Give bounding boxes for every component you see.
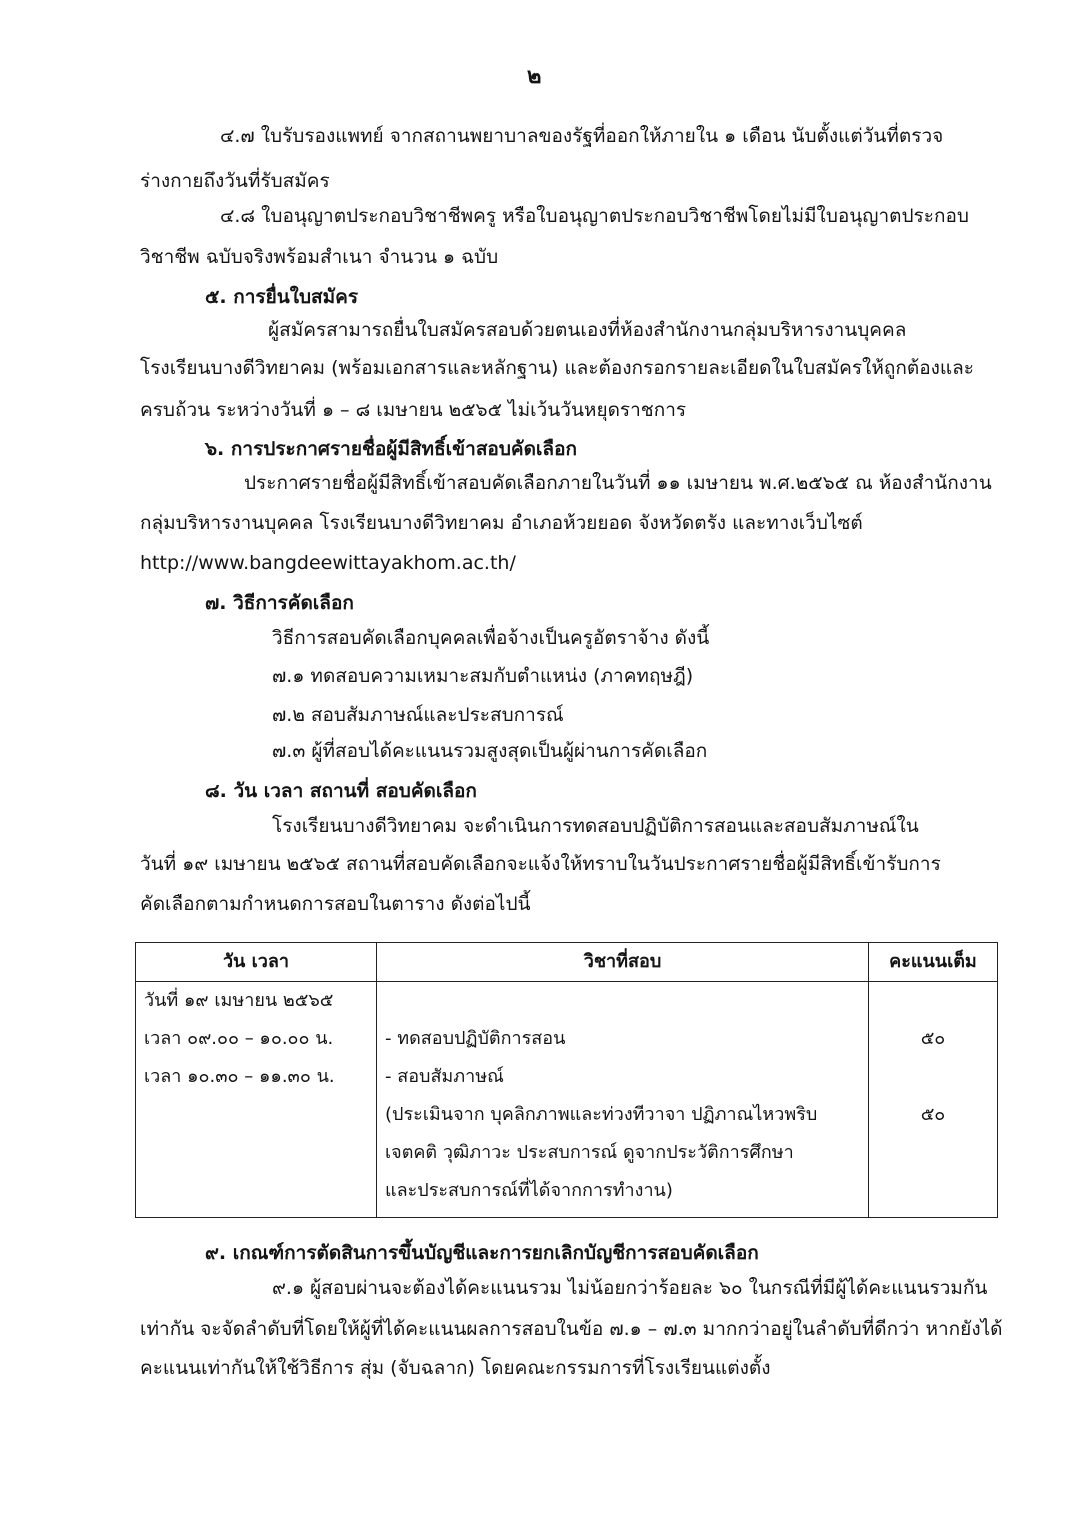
cell-scores: [869, 982, 998, 1218]
item-4-8-line-1: ๔.๘ ใบอนุญาตประกอบวิชาชีพครู หรือใบอนุญาตประกอบวิชาชีพโดยไม่มีใบอนุญาตประกอบ: [220, 205, 969, 227]
section-9-line-3: คะแนนเท่ากันให้ใช้วิธีการ สุ่ม (จับฉลาก) โดยคณะกรรมการที่โรงเรียนแต่งตั้ง: [140, 1357, 771, 1379]
header-subject: วิชาที่สอบ: [377, 943, 869, 982]
score-teaching-test: ๕๐: [920, 1028, 946, 1049]
interview-detail-1: (ประเมินจาก บุคลิกภาพและท่วงทีวาจา ปฏิภาณไหวพริบ: [385, 1104, 818, 1125]
section-5-line-1: ผู้สมัครสามารถยื่นใบสมัครสอบด้วยตนเองที่ห้องสำนักงานกลุ่มบริหารงานบุคคล: [268, 319, 907, 341]
section-6-line-1: ประกาศรายชื่อผู้มีสิทธิ์เข้าสอบคัดเลือกภายในวันที่ ๑๑ เมษายน พ.ศ.๒๕๖๕ ณ ห้องสำนักงาน: [244, 472, 992, 494]
cell-subjects: [377, 982, 869, 1218]
section-8-line-1: โรงเรียนบางดีวิทยาคม จะดำเนินการทดสอบปฏิบัติการสอนและสอบสัมภาษณ์ใน: [272, 815, 919, 837]
section-7-item-3: ๗.๓ ผู้ที่สอบได้คะแนนรวมสูงสุดเป็นผู้ผ่านการคัดเลือก: [272, 740, 708, 762]
header-date-time: วัน เวลา: [136, 943, 377, 982]
item-4-7-line-1: ๔.๗ ใบรับรองแพทย์ จากสถานพยาบาลของรัฐที่ออกให้ภายใน ๑ เดือน นับตั้งแต่วันที่ตรวจ: [220, 125, 944, 147]
section-7-item-1: ๗.๑ ทดสอบความเหมาะสมกับตำแหน่ง (ภาคทฤษฎี): [272, 665, 694, 687]
section-6-heading: ๖. การประกาศรายชื่อผู้มีสิทธิ์เข้าสอบคัดเลือก: [205, 438, 577, 460]
section-8-line-2: วันที่ ๑๙ เมษายน ๒๕๖๕ สถานที่สอบคัดเลือกจะแจ้งให้ทราบในวันประกาศรายชื่อผู้มีสิทธิ์เข้ารับการ: [140, 853, 941, 875]
table-header-row: [136, 943, 998, 982]
subject-teaching-test: - ทดสอบปฏิบัติการสอน: [385, 1028, 566, 1049]
section-8-line-3: คัดเลือกตามกำหนดการสอบในตาราง ดังต่อไปนี้: [140, 893, 531, 915]
section-6-line-2: กลุ่มบริหารงานบุคคล โรงเรียนบางดีวิทยาคม อำเภอห้วยยอด จังหวัดตรัง และทางเว็บไซต์: [140, 512, 863, 534]
section-5-line-2: โรงเรียนบางดีวิทยาคม (พร้อมเอกสารและหลักฐาน) และต้องกรอกรายละเอียดในใบสมัครให้ถูกต้องและ: [140, 357, 974, 379]
section-7-heading: ๗. วิธีการคัดเลือก: [205, 592, 354, 614]
section-9-line-2: เท่ากัน จะจัดลำดับที่โดยให้ผู้ที่ได้คะแนนผลการสอบในข้อ ๗.๑ – ๗.๓ มากกว่าอยู่ในลำดับที่ดีกว่า หากยังได้: [140, 1318, 1003, 1340]
page-number: ๒: [527, 64, 542, 89]
section-9-line-1: ๙.๑ ผู้สอบผ่านจะต้องได้คะแนนรวม ไม่น้อยกว่าร้อยละ ๖๐ ในกรณีที่มีผู้ได้คะแนนรวมกัน: [272, 1277, 988, 1299]
section-5-heading: ๕. การยื่นใบสมัคร: [205, 286, 359, 308]
section-7-item-2: ๗.๒ สอบสัมภาษณ์และประสบการณ์: [272, 704, 564, 726]
section-8-heading: ๘. วัน เวลา สถานที่ สอบคัดเลือก: [205, 780, 477, 802]
section-5-line-3: ครบถ้วน ระหว่างวันที่ ๑ – ๘ เมษายน ๒๕๖๕ ไม่เว้นวันหยุดราชการ: [140, 399, 687, 421]
item-4-7-line-2: ร่างกายถึงวันที่รับสมัคร: [140, 170, 330, 192]
section-9-heading: ๙. เกณฑ์การตัดสินการขึ้นบัญชีและการยกเลิกบัญชีการสอบคัดเลือก: [205, 1242, 759, 1264]
exam-schedule-table: [135, 942, 998, 1218]
exam-date: วันที่ ๑๙ เมษายน ๒๕๖๕: [144, 990, 334, 1011]
interview-detail-3: และประสบการณ์ที่ได้จากการทำงาน): [385, 1180, 673, 1201]
cell-date-time: [136, 982, 377, 1218]
subject-interview: - สอบสัมภาษณ์: [385, 1066, 504, 1087]
interview-detail-2: เจตคติ วุฒิภาวะ ประสบการณ์ ดูจากประวัติการศึกษา: [385, 1142, 794, 1163]
exam-time-1: เวลา ๐๙.๐๐ – ๑๐.๐๐ น.: [144, 1028, 334, 1049]
section-7-intro: วิธีการสอบคัดเลือกบุคคลเพื่อจ้างเป็นครูอัตราจ้าง ดังนี้: [272, 627, 710, 649]
website-url[interactable]: http://www.bangdeewittayakhom.ac.th/: [140, 552, 516, 574]
table-row: [136, 982, 998, 1218]
score-interview: ๕๐: [920, 1104, 946, 1125]
item-4-8-line-2: วิชาชีพ ฉบับจริงพร้อมสำเนา จำนวน ๑ ฉบับ: [140, 246, 499, 268]
exam-time-2: เวลา ๑๐.๓๐ – ๑๑.๓๐ น.: [144, 1066, 335, 1087]
header-full-score: คะแนนเต็ม: [869, 943, 998, 982]
